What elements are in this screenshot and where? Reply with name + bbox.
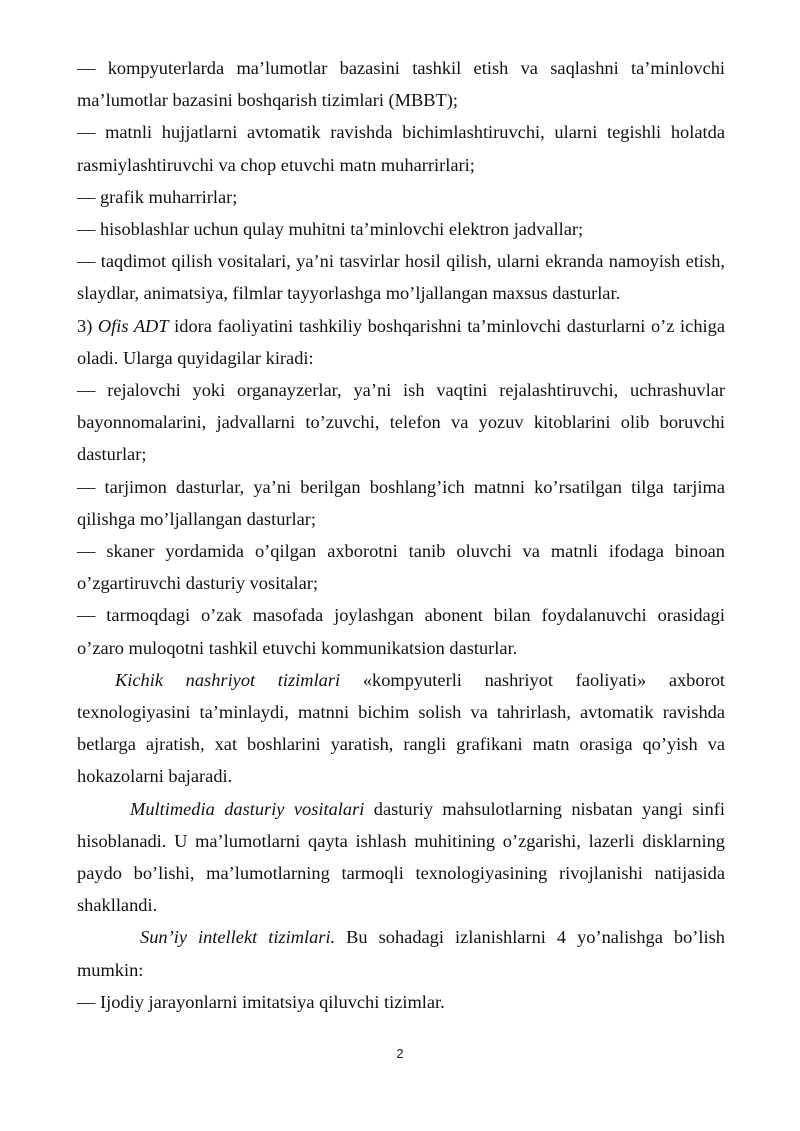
list-item-translators: — tarjimon dasturlar, ya’ni berilgan boshlang’ich matnni ko’rsatilgan tilga tarjima qilishga mo’ljallangan dasturlar; [77, 476, 725, 529]
multimedia-term: Multimedia dasturiy vositalari [130, 798, 365, 819]
ofis-number: 3) [77, 315, 98, 336]
list-item-scanner-ocr: — skaner yordamida o’qilgan axborotni tanib oluvchi va matnli ifodaga binoan o’zgartiruvchi dasturiy vositalar; [77, 541, 725, 594]
page-number: 2 [396, 1046, 404, 1061]
multimedia-text: dasturiy mahsulotlarning nisbatan yangi sinfi hisoblanadi. U ma’lumotlarni qayta ishlash muhitining o’zgarishi, lazerli disklarning paydo bo’lishi, ma’lumotlarning tarmoqli texnologiyasining rivojlanishi natijasida shakllandi. [77, 798, 725, 916]
suniy-text: Bu sohadagi izlanishlarni 4 yo’nalishga bo’lish mumkin: [77, 927, 725, 980]
ofis-adt-paragraph [77, 310, 725, 374]
list-item-communication: — tarmoqdagi o’zak masofada joylashgan abonent bilan foydalanuvchi orasidagi o’zaro muloqotni tashkil etuvchi kommunikatsion dasturlar. [77, 605, 725, 658]
multimedia-paragraph [77, 793, 725, 922]
list-item-text-editors: — matnli hujjatlarni avtomatik ravishda bichimlashtiruvchi, ularni tegishli holatda rasmiylashtiruvchi va chop etuvchi matn muharrirlari; [77, 122, 725, 175]
list-item-presentation-tools: — taqdimot qilish vositalari, ya’ni tasvirlar hosil qilish, ularni ekranda namoyish etish, slaydlar, animatsiya, filmlar tayyorlashga mo’ljallangan maxsus dasturlar. [77, 251, 725, 304]
kichik-text: «kompyuterli nashriyot faoliyati» axborot texnologiyasini ta’minlaydi, matnni bichim solish va tahrirlash, avtomatik ravishda betlarga ajratish, xat boshlarini yaratish, rangli grafikani matn orasiga qo’yish va hokazolarni bajaradi. [77, 669, 725, 787]
kichik-term: Kichik nashriyot tizimlari [115, 669, 341, 690]
list-item-graphic-editors: — grafik muharrirlar; [77, 186, 238, 207]
document-page [77, 52, 725, 1018]
suniy-term: Sun’iy intellekt tizimlari. [140, 927, 336, 948]
list-item-creative-imitation: — Ijodiy jarayonlarni imitatsiya qiluvchi tizimlar. [77, 991, 445, 1012]
list-item-organizers: — rejalovchi yoki organayzerlar, ya’ni ish vaqtini rejalashtiruvchi, uchrashuvlar bayonnomalarini, jadvallarni to’zuvchi, telefon va yozuv kitoblarini olib boruvchi dasturlar; [77, 380, 725, 465]
list-item-spreadsheets: — hisoblashlar uchun qulay muhitni ta’minlovchi elektron jadvallar; [77, 219, 584, 240]
kichik-nashriyot-paragraph [77, 664, 725, 793]
ofis-text: idora faoliyatini tashkiliy boshqarishni ta’minlovchi dasturlarni o’z ichiga oladi. Ularga quyidagilar kiradi: [77, 315, 725, 368]
list-item-mbbt: — kompyuterlarda ma’lumotlar bazasini tashkil etish va saqlashni ta’minlovchi ma’lumotlar bazasini boshqarish tizimlari (MBBT); [77, 58, 725, 111]
ofis-term: Ofis ADT [97, 315, 169, 336]
suniy-intellekt-paragraph [77, 921, 725, 985]
